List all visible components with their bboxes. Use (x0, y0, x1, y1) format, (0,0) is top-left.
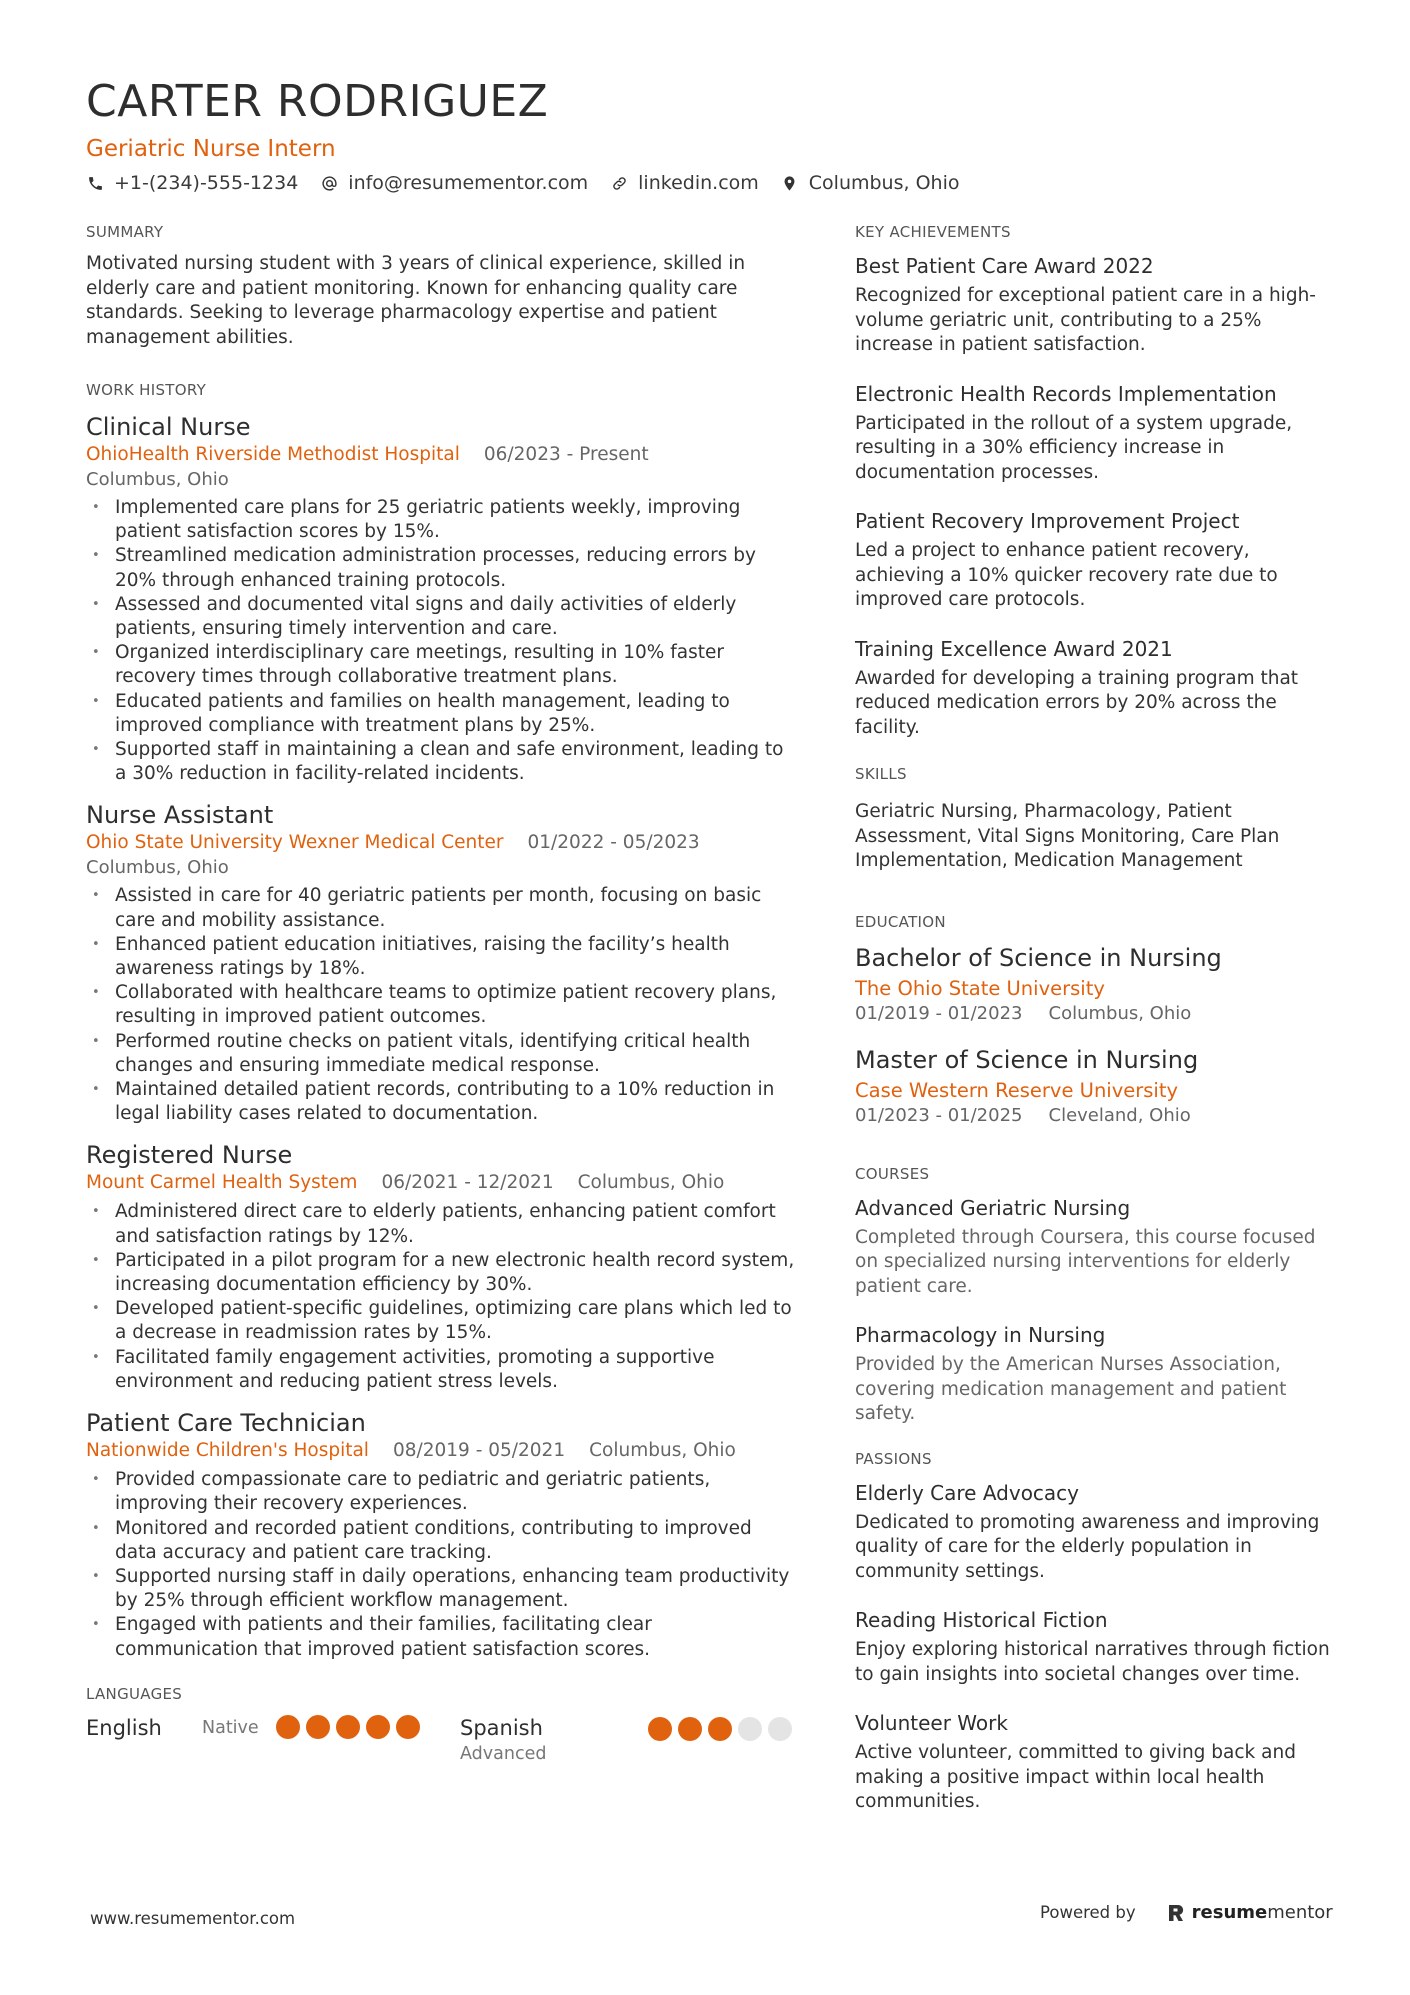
course-title: Pharmacology in Nursing (855, 1323, 1106, 1347)
rating-dot-filled (396, 1715, 420, 1739)
rating-dot-empty (768, 1717, 792, 1741)
list-item: • Developed patient-specific guidelines, optimizing care plans which led to a decrease in readmission rates by 15%. (86, 1297, 798, 1345)
passion-desc: Dedicated to promoting awareness and improving quality of care for the elderly population in community settings. (855, 1511, 1320, 1582)
section-label: LANGUAGES (86, 1684, 183, 1703)
job-title: Registered Nurse (86, 1141, 293, 1170)
job-dates: 08/2019 - 05/2021 (392, 1440, 566, 1462)
phone-text: +1-(234)-555-1234 (114, 172, 299, 194)
section-label: SUMMARY (86, 223, 164, 241)
skills-section (855, 764, 1335, 874)
education-meta (855, 1104, 1335, 1128)
course-item (855, 1194, 1335, 1300)
skills-text: Geriatric Nursing, Pharmacology, Patient Assessment, Vital Signs Monitoring, Care Plan Implementation, Medication Management (855, 801, 1280, 871)
contact-bar (86, 170, 1326, 196)
rating-dot-empty (738, 1717, 762, 1741)
languages-row (86, 1714, 798, 1766)
footer-branding (1040, 1902, 1333, 1923)
course-item (855, 1321, 1335, 1427)
email-text[interactable]: info@resumementor.com (348, 172, 589, 194)
education-section (855, 912, 1335, 1128)
achievement-item (855, 252, 1335, 358)
education-meta (855, 1002, 1335, 1026)
powered-by-text: Powered by (1040, 1903, 1136, 1922)
job-meta (86, 1170, 798, 1196)
list-item: • Enhanced patient education initiatives, raising the facility’s health awareness ratings by 18%. (86, 933, 798, 981)
section-label: SKILLS (855, 765, 907, 783)
job-title: Nurse Assistant (86, 801, 274, 830)
passion-title: Reading Historical Fiction (855, 1608, 1108, 1632)
job-dates: 01/2022 - 05/2023 (527, 832, 700, 854)
list-item: • Engaged with patients and their families, facilitating clear communication that improved patient satisfaction scores. (86, 1613, 798, 1661)
job-title: Clinical Nurse (86, 413, 251, 441)
rating-dot-filled (648, 1717, 672, 1741)
achievement-item (855, 380, 1335, 486)
list-item: • Collaborated with healthcare teams to optimize patient recovery plans, resulting in improved patient outcomes. (86, 981, 798, 1029)
education-dates: 01/2019 - 01/2023 (855, 1002, 1023, 1024)
brand-name-rest: mentor (1267, 1902, 1333, 1923)
candidate-title: Geriatric Nurse Intern (86, 136, 336, 162)
list-item: • Performed routine checks on patient vitals, identifying critical health changes and ensuring immediate medical response. (86, 1030, 798, 1078)
language-name-block (460, 1714, 648, 1766)
language-spanish (460, 1714, 798, 1766)
education-item (855, 942, 1335, 1026)
list-item: • Participated in a pilot program for a new electronic health record system, increasing documentation efficiency by 30%. (86, 1249, 798, 1297)
job-meta (86, 1438, 798, 1464)
education-location: Cleveland, Ohio (1048, 1104, 1191, 1126)
languages-section (86, 1684, 798, 1766)
resume-header (86, 74, 1326, 196)
list-item: • Maintained detailed patient records, contributing to a 10% reduction in legal liability cases related to documentation. (86, 1078, 798, 1126)
rating-dot-filled (306, 1715, 330, 1739)
education-item (855, 1044, 1335, 1128)
section-label: EDUCATION (855, 912, 946, 931)
list-item: • Organized interdisciplinary care meetings, resulting in 10% faster recovery times through collaborative treatment plans. (86, 641, 798, 689)
contact-email[interactable] (320, 170, 588, 196)
education-location: Columbus, Ohio (1048, 1002, 1192, 1024)
list-item: • Administered direct care to elderly patients, enhancing patient comfort and satisfaction ratings by 12%. (86, 1200, 798, 1248)
key-achievements-section (855, 222, 1335, 740)
language-english (86, 1714, 460, 1742)
summary-text: Motivated nursing student with 3 years of clinical experience, skilled in elderly care and patient monitoring. Known for enhancing quality care standards. Seeking to leverage pharmacology expertise and patient management abilities. (86, 253, 746, 348)
contact-location (781, 170, 960, 196)
job-meta (86, 442, 798, 468)
achievement-title: Patient Recovery Improvement Project (855, 509, 1240, 533)
candidate-name: CARTER RODRIGUEZ (86, 76, 549, 127)
achievement-desc: Participated in the rollout of a system upgrade, resulting in a 30% efficiency increase in documentation processes. (855, 412, 1293, 483)
brand-name-bold: resume (1191, 1902, 1268, 1923)
language-name: English (86, 1715, 162, 1740)
achievement-desc: Awarded for developing a training program that reduced medication errors by 20% across the facility. (855, 667, 1299, 738)
brand-logo[interactable] (1166, 1902, 1333, 1923)
education-school: The Ohio State University (855, 976, 1105, 1000)
achievement-item (855, 507, 1335, 613)
job-bullets (86, 1468, 798, 1662)
education-dates: 01/2023 - 01/2025 (855, 1104, 1023, 1126)
job-location: Columbus, Ohio (589, 1440, 736, 1462)
passion-item (855, 1606, 1335, 1687)
job-dates: 06/2023 - Present (483, 444, 649, 465)
section-label: WORK HISTORY (86, 381, 207, 399)
education-degree: Bachelor of Science in Nursing (855, 943, 1222, 972)
course-desc: Completed through Coursera, this course focused on specialized nursing interventions for elderly patient care. (855, 1226, 1316, 1297)
passion-desc: Enjoy exploring historical narratives through fiction to gain insights into societal changes over time. (855, 1639, 1330, 1685)
course-title: Advanced Geriatric Nursing (855, 1195, 1131, 1220)
job-location: Columbus, Ohio (577, 1172, 725, 1194)
job-location: Columbus, Ohio (86, 469, 229, 490)
job-location: Columbus, Ohio (86, 857, 229, 879)
passion-item (855, 1709, 1335, 1815)
right-column (855, 222, 1335, 1845)
passion-title: Elderly Care Advocacy (855, 1480, 1080, 1505)
job-title: Patient Care Technician (86, 1409, 366, 1438)
passion-desc: Active volunteer, committed to giving back and making a positive impact within local health communities. (855, 1742, 1296, 1812)
list-item: • Facilitated family engagement activities, promoting a supportive environment and reducing patient stress levels. (86, 1346, 798, 1394)
passion-title: Volunteer Work (855, 1711, 1008, 1735)
rating-dot-filled (708, 1717, 732, 1741)
language-level: Native (202, 1717, 259, 1738)
list-item: • Provided compassionate care to pediatric and geriatric patients, improving their recovery experiences. (86, 1468, 798, 1516)
list-item: • Monitored and recorded patient conditions, contributing to improved data accuracy and patient care tracking. (86, 1517, 798, 1565)
list-item: • Educated patients and families on health management, leading to improved compliance with treatment plans by 25%. (86, 690, 798, 738)
rating-dot-filled (366, 1715, 390, 1739)
linkedin-text[interactable]: linkedin.com (638, 172, 759, 194)
education-school: Case Western Reserve University (855, 1078, 1179, 1102)
job-company: Ohio State University Wexner Medical Center (86, 832, 504, 854)
list-item: • Supported staff in maintaining a clean and safe environment, leading to a 30% reduction in facility-related incidents. (86, 738, 798, 786)
section-label: KEY ACHIEVEMENTS (855, 223, 1011, 241)
achievement-desc: Led a project to enhance patient recovery, achieving a 10% quicker recovery rate due to improved care protocols. (855, 540, 1278, 610)
location-text: Columbus, Ohio (808, 172, 960, 194)
section-label: COURSES (855, 1164, 930, 1183)
course-desc: Provided by the American Nurses Association, covering medication management and patient safety. (855, 1354, 1287, 1424)
language-rating-dots (276, 1715, 426, 1739)
language-name: Spanish (460, 1715, 543, 1740)
passions-section (855, 1449, 1335, 1815)
rating-dot-filled (276, 1715, 300, 1739)
job-bullets (86, 884, 798, 1126)
phone-icon (86, 174, 104, 192)
job-dates: 06/2021 - 12/2021 (381, 1172, 554, 1194)
job-company: Nationwide Children's Hospital (86, 1440, 369, 1462)
summary-section (86, 222, 798, 350)
at-sign-icon (320, 174, 338, 192)
job-bullets (86, 1200, 798, 1394)
location-pin-icon (781, 174, 799, 192)
contact-phone (86, 170, 298, 196)
job-entry (86, 1408, 798, 1662)
education-degree: Master of Science in Nursing (855, 1045, 1199, 1074)
job-company: OhioHealth Riverside Methodist Hospital (86, 444, 460, 465)
list-item: • Supported nursing staff in daily operations, enhancing team productivity by 25% through efficient workflow management. (86, 1565, 798, 1613)
job-meta (86, 830, 798, 856)
language-rating-dots (648, 1717, 798, 1741)
brand-mark-icon (1166, 1903, 1186, 1923)
rating-dot-filled (336, 1715, 360, 1739)
section-label: PASSIONS (855, 1449, 932, 1468)
left-column (86, 222, 798, 1796)
link-icon (610, 174, 628, 192)
achievement-title: Best Patient Care Award 2022 (855, 254, 1154, 278)
job-entry (86, 1140, 798, 1394)
language-level: Advanced (460, 1743, 547, 1764)
list-item: • Assessed and documented vital signs and daily activities of elderly patients, ensuring timely intervention and care. (86, 593, 798, 641)
passion-item (855, 1479, 1335, 1585)
achievement-desc: Recognized for exceptional patient care in a high-volume geriatric unit, contributing to a 25% increase in patient satisfaction. (855, 285, 1316, 355)
achievement-title: Electronic Health Records Implementation (855, 381, 1277, 406)
list-item: • Streamlined medication administration processes, reducing errors by 20% through enhanced training protocols. (86, 544, 798, 592)
job-entry (86, 412, 798, 786)
job-entry (86, 800, 798, 1126)
contact-linkedin[interactable] (610, 170, 759, 196)
achievement-item (855, 635, 1335, 741)
courses-section (855, 1164, 1335, 1427)
achievement-title: Training Excellence Award 2021 (855, 636, 1173, 661)
footer-website[interactable]: www.resumementor.com (90, 1909, 296, 1928)
list-item: • Implemented care plans for 25 geriatric patients weekly, improving patient satisfaction scores by 15%. (86, 496, 798, 544)
list-item: • Assisted in care for 40 geriatric patients per month, focusing on basic care and mobility assistance. (86, 884, 798, 932)
job-company: Mount Carmel Health System (86, 1172, 358, 1194)
rating-dot-filled (678, 1717, 702, 1741)
job-bullets (86, 496, 798, 786)
work-history-section (86, 380, 798, 1662)
